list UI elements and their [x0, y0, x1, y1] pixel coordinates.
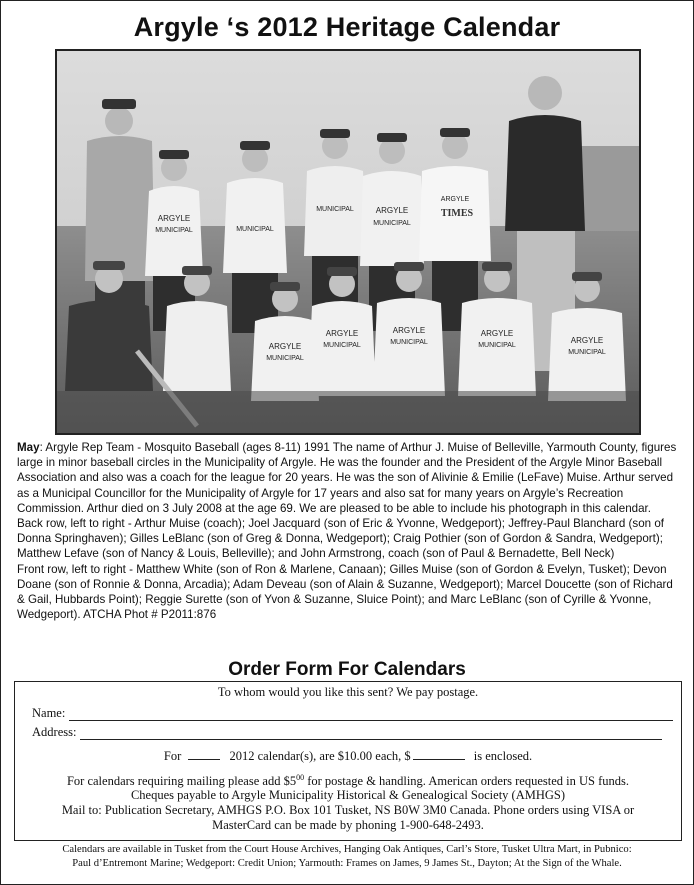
jersey-text: TIMES — [440, 208, 474, 219]
cheques-note: Cheques payable to Argyle Municipality Historical & Genealogical Society (AMHGS) — [130, 788, 566, 802]
store-locations — [14, 843, 680, 871]
jersey-text: ARGYLE — [325, 329, 359, 338]
jersey-text: ARGYLE — [375, 206, 409, 215]
name-label: Name: — [32, 706, 66, 720]
address-field — [32, 725, 662, 740]
address-input-line[interactable] — [80, 728, 662, 740]
order-form-title: Order Form For Calendars — [228, 659, 466, 680]
caption-intro — [17, 440, 682, 516]
caption-month: May — [17, 441, 40, 454]
team-photograph — [55, 49, 641, 435]
mail-to: Mail to: Publication Secretary, AMHGS P.O. Box 101 Tusket, NS B0W 3M0 Canada. Phone orders using VISA or — [61, 803, 635, 817]
order-form — [14, 681, 682, 841]
jersey-text: ARGYLE — [268, 342, 302, 351]
caption-intro-text: : Argyle Rep Team - Mosquito Baseball (ages 8-11) 1991 The name of Arthur J. Muise of Belleville, Yarmouth County, figures large in minor baseball circles in the Municipality of Argyle. He was the founder and the President of the Argyle Minor Baseball Association and also was a coach for the league for 20 years. He was the son of Alivinie & Emilie (LeFave) Muise. Arthur served as a Municipal Councillor for the Municipality of Argyle for 17 years and also sat for many years on Argyle’s Recreation Commission. Arthur died on 3 July 2008 at the age 69. We are pleased to be able to include his photograph in this calendar. — [17, 441, 677, 515]
jersey-text: MUNICIPAL — [390, 339, 428, 346]
jersey-text: MUNICIPAL — [323, 342, 361, 349]
order-send-to: To whom would you like this sent? We pay postage. — [217, 685, 479, 699]
quantity-blank[interactable] — [188, 749, 220, 760]
mailing-note-b: for postage & handling. American orders requested in US funds. — [304, 774, 630, 789]
mailing-note-a: For calendars requiring mailing please add $5 — [66, 774, 297, 789]
jersey-text: MUNICIPAL — [373, 220, 411, 227]
caption-back-row: Back row, left to right - Arthur Muise (coach); Joel Jacquard (son of Eric & Yvonne, Wedgeport); Jeffrey-Paul Blanchard (son of Donna Springhaven); Gilles LeBlanc (son of Greg & Donna, Wedgeport); Craig Pothier (son of Gordon & Sandra, Wedgeport); Matthew Lefave (son of Nancy & Louis, Belleville); and John Armstrong, coach (son of Paul & Bernadette, Bell Neck) — [17, 517, 664, 561]
jersey-text: MUNICIPAL — [236, 226, 274, 233]
stores-line-2: Paul d’Entremont Marine; Wedgeport: Credit Union; Yarmouth: Frames on James, 9 James St., Dayton; At the Sign of the Whale. — [72, 858, 622, 869]
qty-suffix: is enclosed. — [473, 749, 533, 763]
jersey-text: ARGYLE — [157, 214, 191, 223]
jersey-text: ARGYLE — [480, 329, 514, 338]
name-field — [32, 706, 673, 721]
photo-caption — [17, 440, 682, 622]
jersey-text: MUNICIPAL — [316, 206, 354, 213]
phone-orders: MasterCard can be made by phoning 1-900-648-2493. — [212, 818, 484, 832]
name-input-line[interactable] — [69, 709, 673, 721]
jersey-text: MUNICIPAL — [266, 355, 304, 362]
jersey-text: ARGYLE — [392, 326, 426, 335]
stores-line-1: Calendars are available in Tusket from the Court House Archives, Hanging Oak Antiques, Carl’s Store, Tusket Ultra Mart, in Pubnico: — [62, 844, 632, 855]
page-title: Argyle ‘s 2012 Heritage Calendar — [133, 12, 561, 42]
address-label: Address: — [32, 725, 77, 739]
mailing-note — [15, 773, 681, 789]
jersey-text: ARGYLE — [440, 196, 470, 203]
caption-front-row: Front row, left to right - Matthew White (son of Ron & Marlene, Canaan); Gilles Muise (son of Gordon & Evelyn, Tusket); Devon Doane (son of Ronnie & Donna, Arcadia); Adam Deveau (son of Alain & Suzanne, Wedgeport); Marcel Doucette (son of Richard & Gail, Hubbards Point); Reggie Surette (son of Yvon & Suzanne, Sluice Point); and Marc LeBlanc (son of Cyrille & Yvonne, Wedgeport). ATCHA Phot # P2011:876 — [17, 562, 673, 622]
team-photo-illustration — [57, 51, 639, 433]
quantity-line — [15, 749, 681, 764]
qty-middle: 2012 calendar(s), are $10.00 each, $ — [229, 749, 411, 763]
jersey-text: MUNICIPAL — [568, 349, 606, 356]
jersey-text: MUNICIPAL — [478, 342, 516, 349]
qty-prefix: For — [163, 749, 182, 763]
jersey-text: MUNICIPAL — [155, 227, 193, 234]
mailing-note-sup: 00 — [296, 773, 305, 782]
jersey-text: ARGYLE — [570, 336, 604, 345]
amount-blank[interactable] — [413, 749, 465, 760]
